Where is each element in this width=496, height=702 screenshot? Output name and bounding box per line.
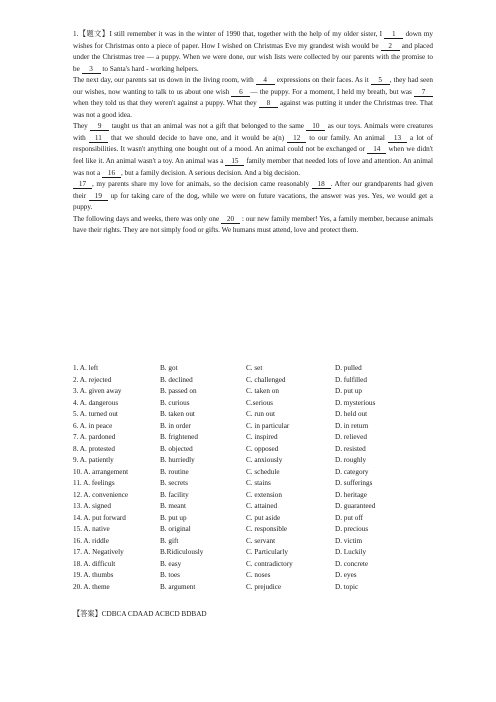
option-choice: 20. A. theme [73, 582, 110, 591]
passage-paragraph [73, 214, 433, 237]
option-choice: D. fulfilled [335, 375, 367, 384]
option-choice: C. extension [246, 490, 282, 499]
passage-text: expressions on their faces. As it [274, 76, 371, 85]
option-choice: D. mysterious [335, 398, 376, 407]
passage-text: up for taking care of the dog, while we were on future vacations, the answer was yes. Yes, we would get a puppy. [73, 191, 433, 212]
option-choice: D. resisted [335, 444, 366, 453]
blank-6: 6 [231, 88, 250, 97]
option-row [73, 467, 433, 479]
option-choice: B. gift [160, 536, 179, 545]
option-row [73, 570, 433, 582]
option-choice: D. topic [335, 582, 359, 591]
option-choice: 6. A. in peace [73, 421, 113, 430]
option-row [73, 536, 433, 548]
option-row [73, 409, 433, 421]
option-choice: D. guaranteed [335, 502, 376, 510]
option-choice: C. stains [246, 479, 271, 487]
option-choice: B.Ridiculously [160, 548, 204, 556]
passage-text: They [73, 122, 91, 131]
option-choice: 11. A. feelings [73, 479, 115, 487]
option-row [73, 375, 433, 387]
option-row [73, 455, 433, 467]
option-row [73, 501, 433, 513]
passage-text: and placed under the Christmas tree — a puppy. When we were done, our wish lists were collected by our parents with the promise to be [73, 41, 433, 73]
passage-text: down my wishes for Christmas onto a piece of paper. How I wished on Christmas Eve my grandest wish would be [73, 30, 434, 50]
option-choice: 3. A. given away [73, 387, 122, 395]
option-row [73, 582, 433, 594]
option-row [73, 524, 433, 536]
blank-16: 16 [102, 169, 121, 178]
option-choice: 15. A. native [73, 525, 110, 533]
option-choice: D. put up [335, 387, 362, 395]
passage-text: — the puppy. For a moment, I held my breath, but was [250, 87, 414, 96]
option-choice: 16. A. riddle [73, 536, 109, 545]
option-choice: C. set [246, 364, 263, 372]
blank-10: 10 [306, 122, 325, 131]
option-row [73, 363, 433, 375]
option-choice: C. contradictory [246, 559, 293, 568]
options-list [73, 363, 433, 593]
option-choice: C. attained [246, 502, 278, 510]
option-row [73, 513, 433, 525]
option-choice: 9. A. patiently [73, 456, 114, 464]
passage-text: taught us that an animal was not a gift that belonged to the same [109, 122, 307, 131]
option-choice: C. servant [246, 536, 276, 545]
option-choice: 18. A. difficult [73, 559, 116, 568]
passage-text: : our new family member! Yes, a family member, because animals have their rights. They are not simply food or gifts. We humans must attend, love and protect them. [73, 214, 433, 235]
option-choice: D. put off [335, 513, 364, 522]
option-choice: D. pulled [335, 364, 362, 372]
option-choice: 1. A. left [73, 364, 99, 372]
blank-3: 3 [82, 65, 101, 74]
option-choice: B. facility [160, 490, 189, 499]
option-choice: B. in order [160, 421, 191, 430]
blank-7: 7 [414, 88, 433, 97]
option-choice: B. curious [160, 398, 190, 407]
passage-text: The next day, our parents sat us down in the living room, with [73, 76, 256, 85]
passage-paragraph [73, 179, 433, 214]
passage-paragraph [73, 75, 433, 121]
passage-text: 1.【题文】I still remember it was in the winter of 1990 that, together with the help of my older sister, I [73, 30, 385, 38]
option-choice: C. challenged [246, 375, 286, 384]
blank-18: 18 [312, 180, 331, 189]
answer-key: 【答案】CDBCA CDAAD ACBCD BDBAD [73, 610, 207, 618]
passage-text: against was putting it under the Christmas tree. That was not a good idea. [73, 99, 433, 119]
option-choice: C. responsible [246, 525, 288, 533]
option-choice: B. routine [160, 467, 189, 476]
option-choice: D. roughly [335, 456, 367, 464]
passage-text: when they told us that they weren't against a puppy. What they [73, 99, 259, 108]
option-choice: C. Particularly [246, 548, 288, 556]
blank-9: 9 [90, 122, 109, 131]
option-choice: B. hurriedly [160, 456, 195, 464]
passage-text: to our family. An animal [306, 133, 388, 142]
option-choice: C. schedule [246, 467, 280, 476]
option-choice: C. prejudice [246, 582, 282, 591]
option-row [73, 386, 433, 398]
blank-1: 1 [384, 30, 403, 39]
option-choice: 17. A. Negatively [73, 548, 124, 556]
passage-text: that we should decide to have one, and it would be a(n) [107, 133, 288, 142]
blank-15: 15 [225, 157, 244, 166]
option-choice: 8. A. protested [73, 444, 115, 453]
option-choice: B. declined [160, 375, 193, 384]
option-choice: B. meant [160, 502, 186, 510]
option-choice: D. sufferings [335, 479, 373, 487]
option-choice: 2. A. rejected [73, 375, 112, 384]
option-choice: D. relieved [335, 433, 367, 441]
option-choice: D. in return [335, 421, 369, 430]
option-row [73, 547, 433, 559]
option-choice: D. victim [335, 536, 363, 545]
option-choice: D. eyes [335, 571, 357, 579]
option-choice: B. got [160, 364, 178, 372]
option-choice: C. taken on [246, 387, 279, 395]
option-row [73, 478, 433, 490]
option-choice: C.serious [246, 398, 273, 407]
blank-20: 20 [221, 215, 240, 224]
blank-5: 5 [371, 76, 390, 85]
option-choice: B. frightened [160, 433, 198, 441]
option-choice: C. opposed [246, 444, 279, 453]
passage-text: . After our grandparents had given their [73, 180, 433, 200]
blank-13: 13 [388, 134, 407, 143]
passage-text: to Santa's hard - working helpers. [100, 64, 199, 73]
option-choice: 12. A. convenience [73, 490, 129, 499]
passage-text: The following days and weeks, there was only one [73, 214, 222, 223]
passage-text: , they had seen our wishes, now wanting to talk to us about one wish [73, 76, 433, 96]
option-row [73, 490, 433, 502]
passage-text: when we didn't feel like it. An animal wasn't a toy. An animal was a [73, 145, 433, 166]
option-choice: B. passed on [160, 387, 197, 395]
option-choice: D. heritage [335, 490, 367, 499]
option-choice: B. toes [160, 571, 180, 579]
option-choice: D. held out [335, 410, 368, 418]
option-choice: 19. A. thumbs [73, 571, 114, 579]
option-choice: C. noses [246, 571, 271, 579]
blank-14: 14 [367, 145, 386, 154]
option-row [73, 444, 433, 456]
option-choice: 7. A. pardoned [73, 433, 116, 441]
option-choice: B. easy [160, 559, 182, 568]
option-row [73, 398, 433, 410]
option-choice: 13. A. signed [73, 502, 111, 510]
option-choice: B. argument [160, 582, 196, 591]
blank-8: 8 [259, 99, 278, 108]
option-row [73, 432, 433, 444]
option-choice: C. put aside [246, 513, 281, 522]
passage-text: family member that needed lots of love and attention. An animal was not a [73, 157, 433, 177]
option-choice: C. in particular [246, 421, 290, 430]
passage-text: , but a family decision. A serious decision. And a big decision. [120, 168, 301, 177]
blank-12: 12 [287, 134, 306, 143]
blank-11: 11 [89, 134, 108, 143]
option-choice: 10. A. arrangement [73, 467, 129, 476]
option-choice: C. inspired [246, 433, 278, 441]
option-choice: C. run out [246, 410, 275, 418]
option-choice: 5. A. turned out [73, 410, 118, 418]
option-row [73, 559, 433, 571]
cloze-passage [73, 29, 433, 237]
option-choice: B. put up [160, 513, 187, 522]
option-choice: D. category [335, 467, 369, 476]
passage-text: a lot of responsibilities. It wasn't anything one bought out of a mood. An animal could not be exchanged or [73, 133, 433, 154]
blank-2: 2 [381, 42, 400, 51]
option-choice: B. objected [160, 444, 193, 453]
option-choice: B. original [160, 525, 191, 533]
option-choice: D. precious [335, 525, 369, 533]
passage-paragraph [73, 29, 433, 75]
blank-4: 4 [256, 76, 275, 85]
passage-text: as our toys. Animals were creatures with [73, 122, 433, 142]
option-choice: B. secrets [160, 479, 188, 487]
passage-paragraph [73, 121, 433, 179]
passage-text: , my parents share my love for animals, so the decision came reasonably [92, 180, 312, 189]
option-choice: D. Luckily [335, 548, 367, 556]
option-choice: 14. A. put forward [73, 513, 126, 522]
blank-19: 19 [89, 192, 108, 201]
option-choice: 4. A. dangerous [73, 398, 119, 407]
option-choice: B. taken out [160, 410, 195, 418]
blank-17: 17 [73, 180, 92, 189]
option-choice: C. anxiously [246, 456, 283, 464]
option-row [73, 421, 433, 433]
option-choice: D. concrete [335, 559, 369, 568]
